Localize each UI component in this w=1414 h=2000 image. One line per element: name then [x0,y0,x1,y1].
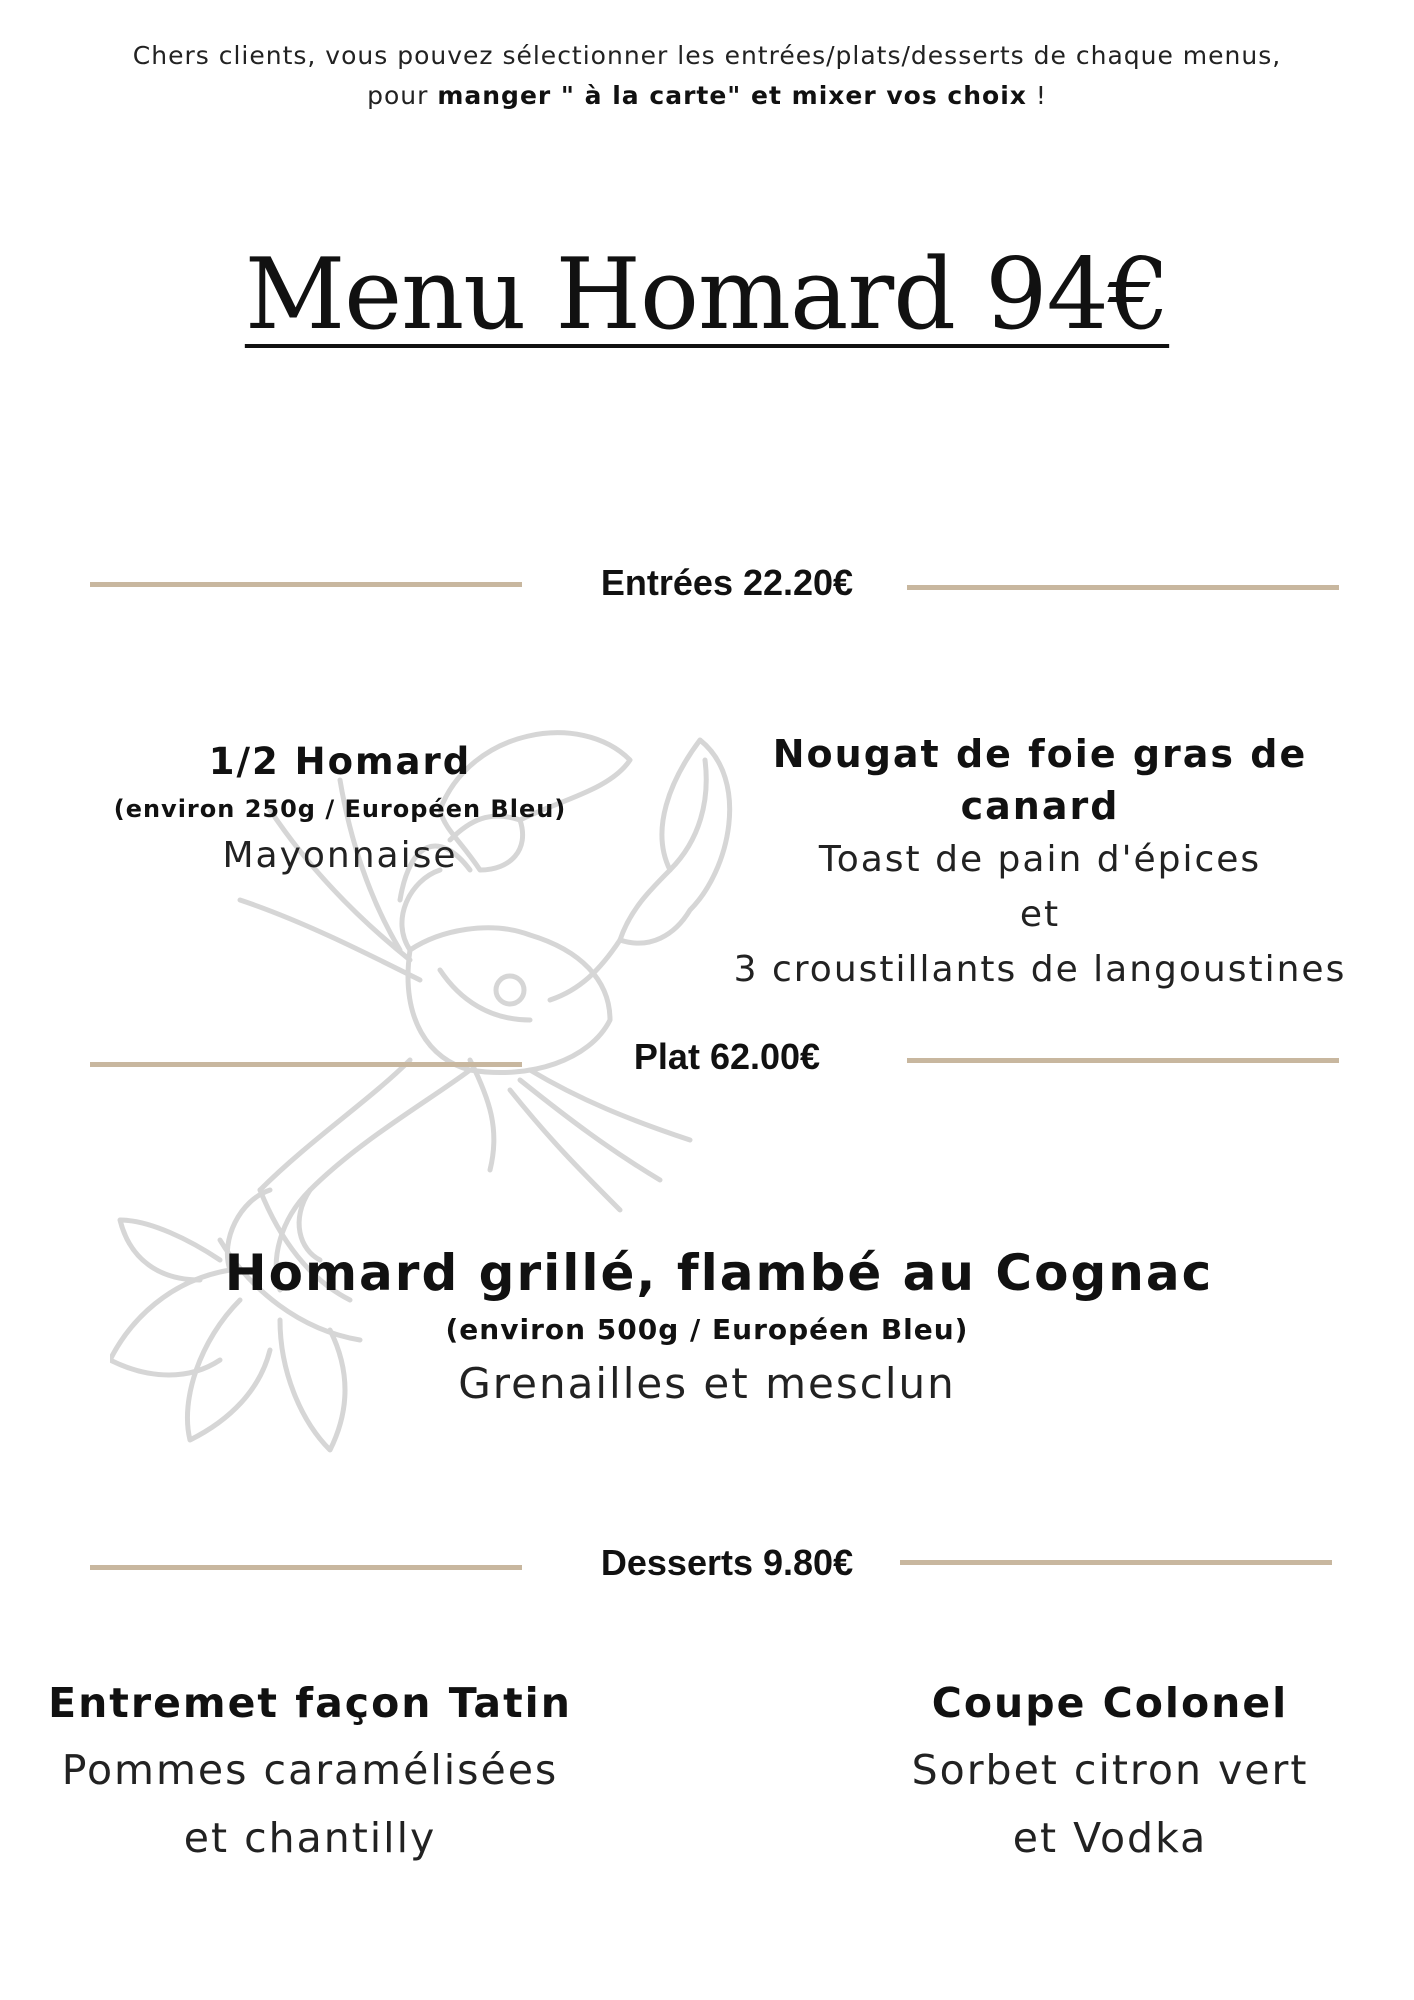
plat-desc: Grenailles et mesclun [458,1359,956,1408]
intro-text [0,36,1414,116]
plat-rule-right [907,1058,1339,1063]
dessert-left [40,1670,580,1872]
entree-right-title: Nougat de foie gras de canard [772,732,1308,828]
intro-line-2-bold: manger " à la carte" et mixer vos choix [437,81,1027,110]
entree-right-line-2: et [1019,894,1061,935]
dessert-right-title: Coupe Colonel [931,1679,1289,1727]
plat-note: (environ 500g / Européen Bleu) [445,1313,969,1346]
dessert-right-line-2: et Vodka [1012,1814,1208,1862]
plat-title: Homard grillé, flambé au Cognac [224,1244,1214,1302]
entrees-label: Entrées 22.20€ [600,562,854,603]
dessert-left-line-1: Pommes caramélisées [61,1746,559,1794]
desserts-rule-left [90,1565,522,1570]
desserts-rule-right [900,1560,1332,1565]
plat-label: Plat 62.00€ [633,1036,821,1077]
dessert-right-line-1: Sorbet citron vert [911,1746,1309,1794]
plat-rule-left [90,1062,522,1067]
entrees-rule-left [90,582,522,587]
menu-title-text: Menu Homard 94€ [244,238,1170,352]
menu-title [0,238,1414,352]
entrees-rule-right [907,585,1339,590]
entree-right-line-3: 3 croustillants de langoustines [733,949,1347,990]
dessert-left-line-2: et chantilly [183,1814,437,1862]
intro-line-1: Chers clients, vous pouvez sélectionner les entrées/plats/desserts de chaque menus, [132,41,1282,70]
entree-left-desc: Mayonnaise [222,835,458,876]
entree-right [710,728,1370,997]
intro-line-2 [0,76,1414,116]
entree-left-title: 1/2 Homard [208,740,472,783]
desserts-label: Desserts 9.80€ [600,1542,854,1583]
dessert-right [840,1670,1380,1872]
plat-dish [0,1240,1414,1414]
entree-right-line-1: Toast de pain d'épices [818,839,1262,880]
intro-line-2-suffix: ! [1026,81,1047,110]
dessert-left-title: Entremet façon Tatin [48,1679,572,1727]
intro-line-2-prefix: pour [367,81,438,110]
entree-left [80,738,600,880]
entree-left-note: (environ 250g / Européen Bleu) [113,795,567,823]
